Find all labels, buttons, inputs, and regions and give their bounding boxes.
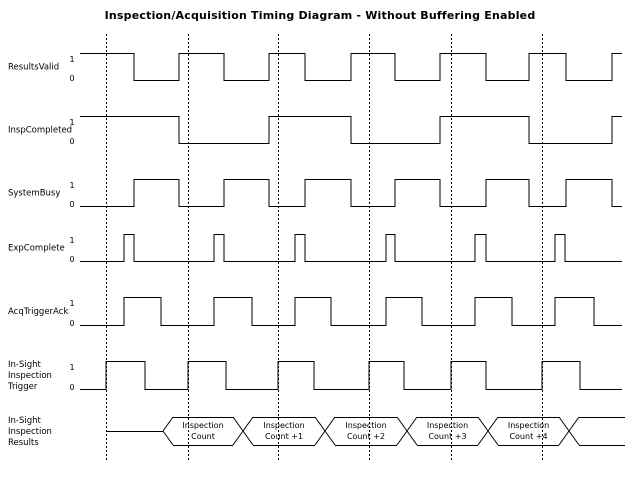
level-zero-label: 0	[69, 137, 75, 146]
level-one-label: 1	[69, 363, 75, 372]
level-one-label: 1	[69, 55, 75, 64]
level-zero-label: 0	[69, 74, 75, 83]
wave-SystemBusy	[80, 180, 622, 207]
bus-segment-label: Inspection	[426, 421, 469, 430]
bus-signal-label: Inspection	[8, 427, 52, 437]
bus-segment-label: Count +2	[346, 432, 386, 441]
bus-signal-label: Results	[8, 438, 39, 448]
level-zero-label: 0	[69, 383, 75, 392]
level-one-label: 1	[69, 118, 75, 127]
signal-label: ExpComplete	[8, 243, 65, 254]
level-one-label: 1	[69, 181, 75, 190]
signal-label: InspCompleted	[8, 125, 73, 136]
signal-label: ResultsValid	[8, 62, 60, 73]
wave-InspCompleted	[80, 117, 622, 144]
diagram-title: Inspection/Acquisition Timing Diagram - Without Buffering Enabled	[104, 9, 536, 22]
bus-segment-label: Count +1	[264, 432, 304, 441]
level-one-label: 1	[69, 236, 75, 245]
signal-label: Inspection	[8, 371, 52, 381]
signal-label: Trigger	[8, 382, 38, 392]
bus-signal-label: In-Sight	[8, 416, 41, 426]
wave-ResultsValid	[80, 54, 622, 81]
wave-ExpComplete	[80, 235, 622, 262]
bus-segment-label: Count	[191, 432, 215, 441]
signal-label: AcqTriggerAck	[8, 307, 69, 317]
level-zero-label: 0	[69, 200, 75, 209]
signal-label: In-Sight	[8, 360, 41, 370]
bus-open-taper	[163, 431, 173, 445]
bus-segment-label: Inspection	[263, 421, 305, 430]
bus-segment-label: Count +4	[509, 432, 548, 441]
level-one-label: 1	[69, 299, 75, 308]
bus-open-taper	[163, 417, 173, 431]
bus-segment-label: Count +3	[428, 432, 467, 441]
level-zero-label: 0	[69, 255, 75, 264]
level-zero-label: 0	[69, 319, 75, 328]
signal-label: SystemBusy	[8, 188, 61, 199]
bus-segment-label: Inspection	[182, 421, 224, 430]
bus-segment-label: Inspection	[507, 421, 550, 430]
bus-segment-label: Inspection	[345, 421, 387, 430]
wave-In-Sight Inspection Trigger	[80, 362, 622, 390]
wave-AcqTriggerAck	[80, 298, 622, 326]
